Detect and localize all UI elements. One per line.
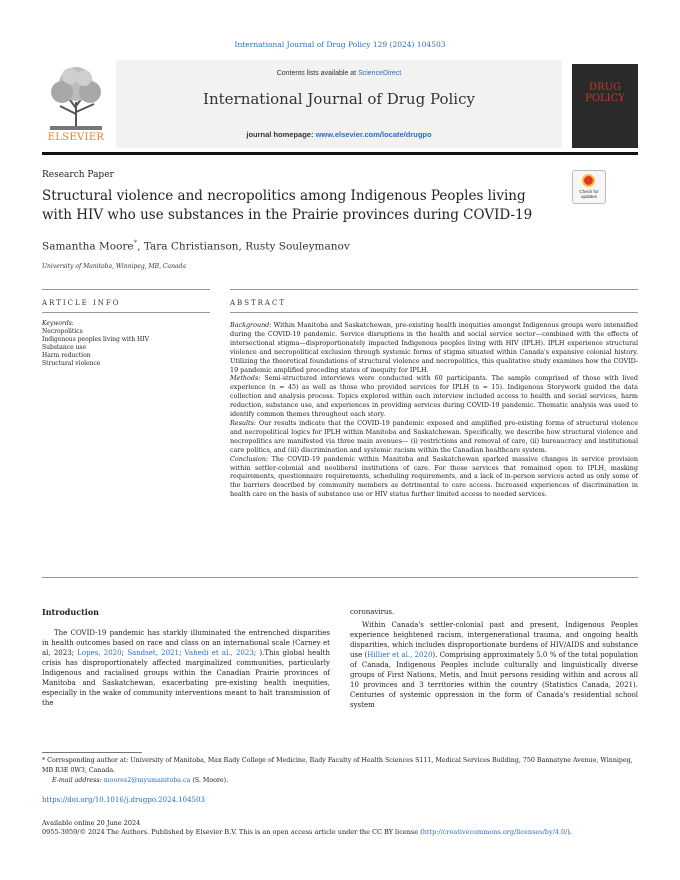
header-divider: [42, 152, 638, 155]
citation-link[interactable]: Lopes, 2020: [77, 649, 122, 657]
journal-header-box: [116, 60, 562, 148]
abstract-methods: [230, 374, 638, 419]
divider: [230, 312, 638, 313]
check-for-updates-button[interactable]: [572, 170, 606, 204]
journal-masthead: [42, 60, 638, 148]
citation-separator: ;: [121, 649, 128, 657]
body-column-left: [42, 628, 330, 708]
author-list: [42, 239, 350, 253]
sciencedirect-link[interactable]: ScienceDirect: [358, 70, 402, 77]
article-type: Research Paper: [42, 170, 114, 180]
abstract-results: [230, 419, 638, 455]
keyword: Harm reduction: [42, 352, 91, 359]
license-text: 0955-3959/© 2024 The Authors. Published by Elsevier B.V. This is an open access article under the CC BY license (: [42, 828, 423, 836]
cover-text-line2: POLICY: [585, 93, 625, 104]
citation-link[interactable]: Hillier et al., 2020: [367, 651, 433, 659]
intro-paragraph: [350, 620, 638, 710]
journal-cover-image: [572, 64, 638, 148]
footnote-divider: [42, 752, 142, 753]
paragraph-text: ). Comprising approximately 5.0 % of the total population of Canada, Indigenous Peoples include culturally and linguistically diverse groups of First Nations, Metis, and Inuit persons residing within and across all 10 provinces and 3 territories within the country (Statistics Canada, 2021). Centuries of systemic oppression in the form of Canada's residential school system: [350, 651, 638, 709]
check-updates-icon: [582, 174, 595, 187]
section-label: Results:: [230, 418, 257, 427]
body-column-right: [350, 607, 638, 710]
keyword: Structural violence: [42, 360, 101, 367]
homepage-line: [116, 130, 562, 139]
intro-paragraph: [42, 628, 330, 708]
contents-prefix: Contents lists available at: [276, 70, 359, 77]
affiliation: University of Manitoba, Winnipeg, MB, Canada: [42, 263, 186, 270]
citation-link[interactable]: Sandset, 2021: [127, 649, 179, 657]
footnote-address: * Corresponding author at: University of Manitoba, Max Rady College of Medicine, Rady Faculty of Health Sciences S111, Medical Services Building, 750 Bannatyne Avenue, Winnipeg, MB R3E 0W3, Canada.: [42, 757, 633, 774]
section-label: Methods:: [230, 374, 261, 383]
section-text: Our results indicate that the COVID-19 pandemic exposed and amplified pre-existing forms of structural violence and necropolitical logics for IPLH within Manitoba and Saskatchewan. Specifically, we describe how structural violence and necropolitics are manifested via three main avenues— (i) restrictions and removal of care, (ii) bureaucracy and institutional care politics, and (iii) discrimination and systemic racism within the Canadian healthcare system.: [230, 418, 638, 454]
citation-link[interactable]: Vahedi et al., 2023: [184, 649, 254, 657]
paragraph-text: The COVID-19 pandemic has starkly illuminated the entrenched disparities in health outcomes based on race and class on an international scale (Carney et al, 2023;: [42, 629, 330, 657]
homepage-link[interactable]: www.elsevier.com/locate/drugpo: [315, 130, 432, 139]
author-name[interactable]: Tara Christianson: [143, 240, 239, 253]
citation-separator: ;: [178, 649, 185, 657]
article-title: Structural violence and necropolitics among Indigenous Peoples living with HIV who use substances in the Prairie provinces during COVID-19: [42, 188, 533, 223]
article-info-heading: ARTICLE INFO: [42, 299, 121, 307]
abstract-body: [230, 321, 638, 499]
keyword: Indigenous peoples living with HIV: [42, 336, 149, 343]
cover-text-line1: DRUG: [589, 82, 621, 93]
keyword: Necropolitics: [42, 328, 83, 335]
intro-paragraph-continued: coronavirus.: [350, 608, 395, 616]
license-text: ).: [567, 828, 572, 836]
available-online-date: Available online 20 June 2024: [42, 819, 141, 827]
contents-line: [116, 70, 562, 77]
homepage-label: journal homepage:: [246, 130, 316, 139]
author-separator: ,: [137, 240, 144, 253]
license-link[interactable]: http://creativecommons.org/licenses/by/4.0/: [422, 828, 568, 836]
badge-text-line2: updates: [580, 194, 597, 199]
divider: [42, 312, 210, 313]
badge-text-line1: Check for: [579, 189, 599, 194]
abstract-heading: ABSTRACT: [230, 299, 287, 307]
divider: [42, 577, 638, 578]
publisher-name: ELSEVIER: [47, 132, 105, 143]
footnote-email-line: [42, 776, 638, 786]
author-separator: ,: [238, 240, 246, 253]
section-text: The COVID-19 pandemic within Manitoba and Saskatchewan sparked massive changes in service provision within settler-colonial and neoliberal institutions of care. For those services that remained open to IPLH, masking requirements, questionnaire requirements, scheduling requirements, and a lack of in-person services acted as only some of the barriers described by community members as detrimental to care access. Increased experiences of discrimination in health care on the basis of substance use or HIV status further limited access to needed services.: [230, 454, 638, 499]
introduction-heading: Introduction: [42, 607, 99, 617]
divider: [230, 289, 638, 290]
keywords-list: [42, 320, 210, 368]
license-line: [42, 828, 642, 836]
section-label: Background:: [230, 321, 272, 329]
journal-title: International Journal of Drug Policy: [203, 90, 475, 108]
email-link[interactable]: moores2@myumanitoba.ca: [103, 777, 191, 784]
corresponding-author-mark[interactable]: *: [133, 239, 138, 247]
section-text: Semi-structured interviews were conducted with 60 participants. The sample comprised of those with lived experience (n = 45) as well as those who provided services for IPLH (n = 15). Indigenous Storywork guided the data collection and analysis process. Topics explored within each interview included access to health and social services, harm reduction, substance use, and experiences in providing services during COVID-19 pandemic. Thematic analysis was used to identify common themes throughout each story.: [230, 374, 638, 419]
corresponding-author-footnote: [42, 756, 638, 786]
keyword: Substance use: [42, 344, 87, 351]
paragraph-text: ; ).This global health crisis has disproportionately affected marginalized communities, particularly Indigenous and racialised groups within the Canadian Prairie provinces of Manitoba and Saskatchewan, exacerbating pre-existing health inequities, especially in the wake of community interventions meant to halt transmission of the: [42, 649, 330, 707]
author-name[interactable]: Rusty Souleymanov: [245, 240, 350, 253]
keywords-label: Keywords:: [42, 320, 74, 327]
email-label: E-mail address:: [52, 777, 104, 784]
section-text: Within Manitoba and Saskatchewan, pre-existing health inequities amongst Indigenous groups were intensified during the COVID-19 pandemic. Service disruptions in the health and social service sector—combined with the effects of intersectional stigma—disproportionately impacted Indigenous peoples living with HIV (IPLH). IPLH experience structural violence and necropolitical exclusion through systemic forms of stigma situated within Canada's expansive colonial history. Utilizing the theoretical foundations of structural violence and necropolitics, this qualitative study examines how the COVID-19 pandemic amplified preceding states of inequity for IPLH.: [230, 321, 638, 374]
journal-reference[interactable]: International Journal of Drug Policy 129 (2024) 104503: [234, 40, 446, 49]
author-name[interactable]: Samantha Moore: [42, 240, 134, 253]
email-suffix: (S. Moore).: [190, 777, 229, 784]
paragraph-text: Within Canada's settler-colonial past and present, Indigenous Peoples experience heightened racism, intergenerational trauma, and ongoing health disparities, which includes disproportionate burdens of HIV/AIDS and substance use (: [350, 621, 638, 659]
divider: [42, 289, 210, 290]
doi-link[interactable]: https://doi.org/10.1016/j.drugpo.2024.104503: [42, 796, 205, 804]
section-label: Conclusion:: [230, 454, 269, 463]
abstract-background: [230, 321, 638, 374]
abstract-conclusion: [230, 455, 638, 500]
